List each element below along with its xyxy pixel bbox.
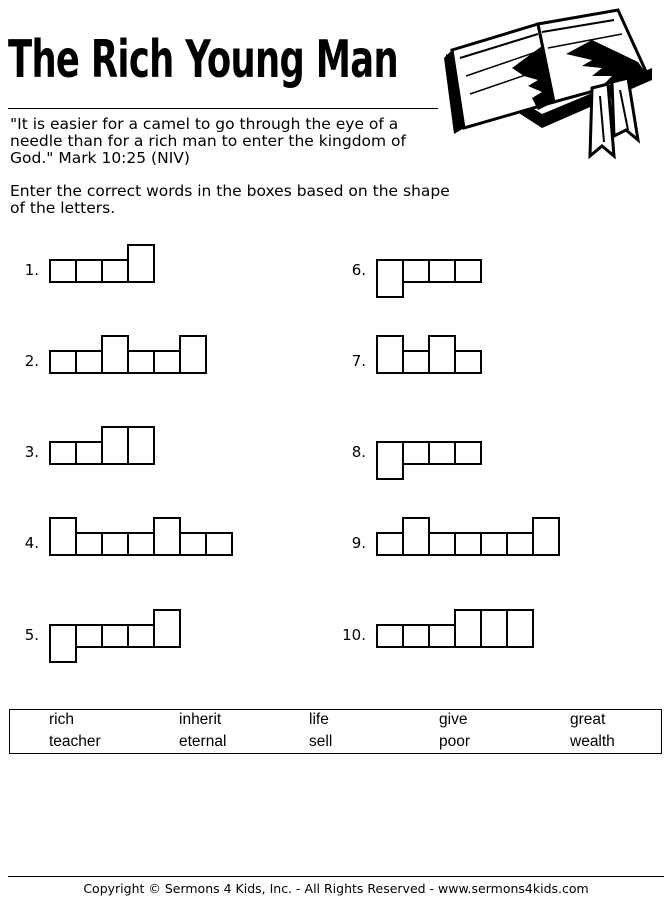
letter-box-tall[interactable] <box>101 426 129 465</box>
scripture-quote: "It is easier for a camel to go through the eye of a needle than for a rich man to enter the kingdom of God." Mark 10:25 (NIV) <box>10 115 406 167</box>
letter-box-short[interactable] <box>454 259 482 283</box>
letter-box-short[interactable] <box>428 259 456 283</box>
letter-box-short[interactable] <box>49 441 77 465</box>
letter-box-descender[interactable] <box>376 441 404 480</box>
letter-box-short[interactable] <box>376 532 404 556</box>
letter-box-short[interactable] <box>49 350 77 374</box>
letter-box-tall[interactable] <box>376 335 404 374</box>
puzzle-number: 9. <box>351 534 366 552</box>
letter-box-tall[interactable] <box>153 517 181 556</box>
letter-box-short[interactable] <box>454 350 482 374</box>
open-bible-icon <box>442 6 666 196</box>
letter-box-tall[interactable] <box>428 335 456 374</box>
word-bank-item: rich <box>49 711 74 728</box>
letter-box-tall[interactable] <box>101 335 129 374</box>
puzzle-number: 4. <box>24 534 39 552</box>
letter-box-tall[interactable] <box>127 426 155 465</box>
letter-box-short[interactable] <box>101 532 129 556</box>
letter-box-short[interactable] <box>402 350 430 374</box>
letter-box-short[interactable] <box>101 259 129 283</box>
letter-box-short[interactable] <box>127 350 155 374</box>
letter-box-descender[interactable] <box>376 259 404 298</box>
letter-box-tall[interactable] <box>532 517 560 556</box>
letter-box-short[interactable] <box>75 259 103 283</box>
word-bank-item: life <box>309 711 329 728</box>
puzzle-number: 5. <box>24 626 39 644</box>
word-bank <box>9 709 662 754</box>
word-bank-item: great <box>570 711 606 728</box>
page-title: The Rich Young Man <box>8 30 398 90</box>
letter-box-short[interactable] <box>75 350 103 374</box>
copyright-footer: Copyright © Sermons 4 Kids, Inc. - All Rights Reserved - www.sermons4kids.com <box>83 881 589 896</box>
letter-box-short[interactable] <box>428 441 456 465</box>
puzzle-number: 10. <box>342 626 366 644</box>
letter-box-short[interactable] <box>101 624 129 648</box>
letter-box-short[interactable] <box>506 532 534 556</box>
puzzle-number: 3. <box>24 443 39 461</box>
letter-box-short[interactable] <box>75 624 103 648</box>
letter-box-short[interactable] <box>402 624 430 648</box>
letter-box-tall[interactable] <box>153 609 181 648</box>
letter-box-short[interactable] <box>75 441 103 465</box>
word-bank-item: poor <box>439 733 471 750</box>
letter-box-tall[interactable] <box>402 517 430 556</box>
title-underline <box>8 108 438 109</box>
letter-box-tall[interactable] <box>454 609 482 648</box>
letter-box-short[interactable] <box>454 532 482 556</box>
letter-box-short[interactable] <box>428 624 456 648</box>
letter-box-short[interactable] <box>428 532 456 556</box>
word-bank-item: sell <box>309 733 333 750</box>
word-bank-item: give <box>439 711 468 728</box>
footer-divider <box>8 876 664 877</box>
puzzle-number: 6. <box>351 261 366 279</box>
word-bank-item: teacher <box>49 733 101 750</box>
word-bank-item: wealth <box>570 733 615 750</box>
letter-box-short[interactable] <box>454 441 482 465</box>
letter-box-short[interactable] <box>402 441 430 465</box>
letter-box-short[interactable] <box>205 532 233 556</box>
letter-box-short[interactable] <box>480 532 508 556</box>
letter-box-short[interactable] <box>402 259 430 283</box>
word-bank-item: eternal <box>179 733 227 750</box>
letter-box-tall[interactable] <box>480 609 508 648</box>
puzzle-number: 8. <box>351 443 366 461</box>
puzzle-number: 7. <box>351 352 366 370</box>
letter-box-short[interactable] <box>376 624 404 648</box>
puzzle-number: 2. <box>24 352 39 370</box>
letter-box-short[interactable] <box>179 532 207 556</box>
letter-box-short[interactable] <box>75 532 103 556</box>
letter-box-tall[interactable] <box>127 244 155 283</box>
letter-box-tall[interactable] <box>179 335 207 374</box>
letter-box-short[interactable] <box>127 624 155 648</box>
letter-box-short[interactable] <box>153 350 181 374</box>
puzzle-number: 1. <box>24 261 39 279</box>
word-bank-item: inherit <box>179 711 222 728</box>
letter-box-short[interactable] <box>127 532 155 556</box>
letter-box-tall[interactable] <box>49 517 77 556</box>
letter-box-tall[interactable] <box>506 609 534 648</box>
instructions-text: Enter the correct words in the boxes based on the shape of the letters. <box>10 182 450 217</box>
letter-box-descender[interactable] <box>49 624 77 663</box>
letter-box-short[interactable] <box>49 259 77 283</box>
